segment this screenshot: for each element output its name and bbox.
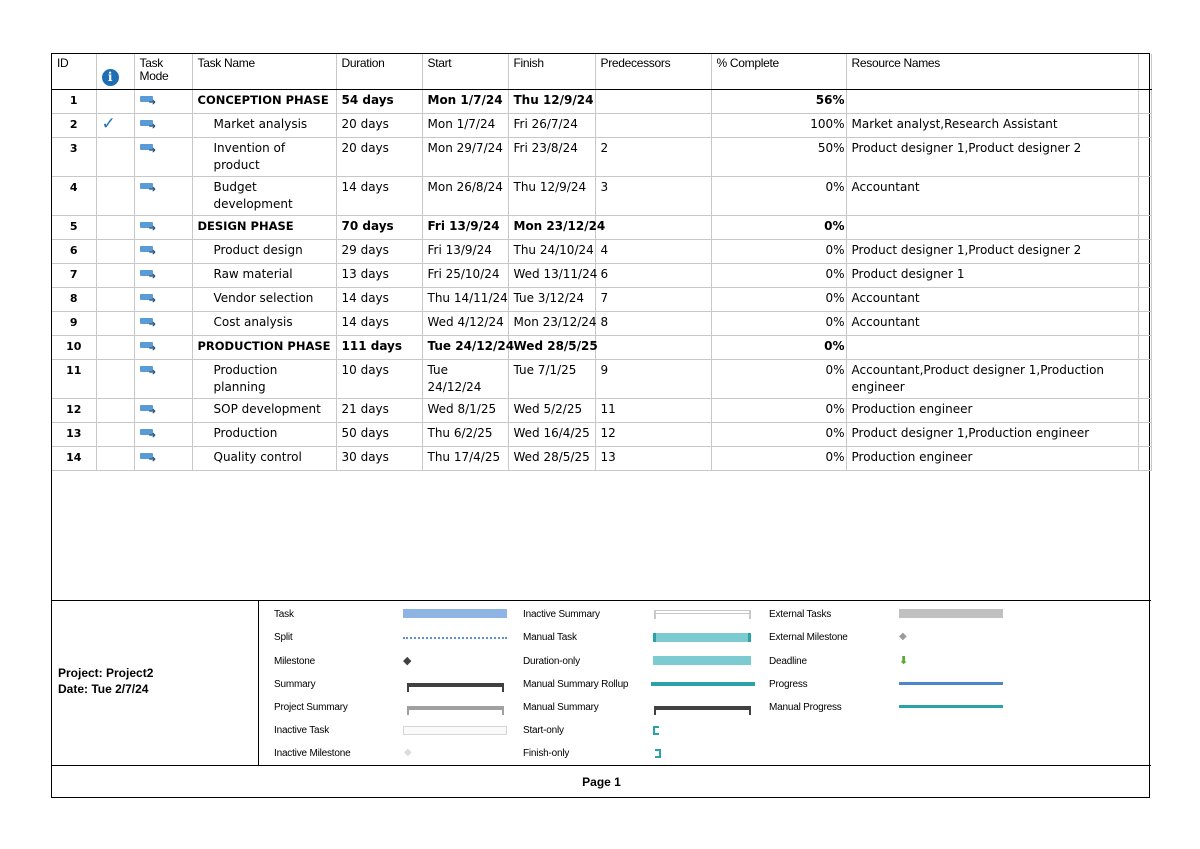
row-task-mode[interactable] <box>134 422 192 446</box>
legend-label-summary: Summary <box>274 679 316 690</box>
header-complete[interactable]: % Complete <box>711 54 846 89</box>
row-percent-complete[interactable]: 100% <box>711 113 846 137</box>
row-task-name[interactable]: Invention of product <box>192 137 336 176</box>
row-resource-names[interactable]: Accountant <box>846 311 1138 335</box>
row-duration[interactable]: 13 days <box>336 263 422 287</box>
row-resource-names[interactable]: Accountant <box>846 287 1138 311</box>
auto-schedule-icon: ➜ <box>140 118 156 130</box>
row-indicator[interactable] <box>96 239 134 263</box>
legend-task-bar <box>403 609 507 618</box>
table-row[interactable] <box>52 335 1151 359</box>
header-task-mode[interactable]: Task Mode <box>134 54 192 89</box>
row-id[interactable]: 5 <box>52 215 96 239</box>
auto-schedule-icon: ➜ <box>140 142 156 154</box>
row-task-name[interactable]: Production <box>192 422 336 446</box>
row-indicator[interactable] <box>96 446 134 470</box>
row-finish[interactable]: Thu 24/10/24 <box>508 239 595 263</box>
row-task-mode[interactable] <box>134 398 192 422</box>
row-spacer <box>1138 89 1151 113</box>
auto-schedule-icon: ➜ <box>140 94 156 106</box>
header-start[interactable]: Start <box>422 54 508 89</box>
row-percent-complete[interactable]: 50% <box>711 137 846 176</box>
row-percent-complete[interactable]: 0% <box>711 335 846 359</box>
table-row[interactable] <box>52 422 1151 446</box>
table-row[interactable] <box>52 137 1151 176</box>
row-start[interactable]: Wed 8/1/25 <box>422 398 508 422</box>
row-task-name[interactable]: Market analysis <box>192 113 336 137</box>
row-task-name[interactable]: Cost analysis <box>192 311 336 335</box>
project-date: Date: Tue 2/7/24 <box>58 682 149 696</box>
row-duration[interactable]: 30 days <box>336 446 422 470</box>
row-task-mode[interactable] <box>134 89 192 113</box>
header-task-name[interactable]: Task Name <box>192 54 336 89</box>
table-row[interactable] <box>52 311 1151 335</box>
row-id[interactable]: 7 <box>52 263 96 287</box>
row-finish[interactable]: Wed 28/5/25 <box>508 335 595 359</box>
page-footer <box>52 767 1151 798</box>
row-spacer <box>1138 335 1151 359</box>
row-spacer <box>1138 287 1151 311</box>
row-id[interactable]: 4 <box>52 176 96 215</box>
row-duration[interactable]: 14 days <box>336 287 422 311</box>
row-resource-names[interactable]: Production engineer <box>846 446 1138 470</box>
row-predecessors[interactable]: 4 <box>595 239 711 263</box>
legend-deadline-arrow-icon: ⬇ <box>899 654 909 667</box>
legend-label-project-summary: Project Summary <box>274 702 348 713</box>
row-start[interactable]: Fri 13/9/24 <box>422 239 508 263</box>
row-indicator[interactable] <box>96 287 134 311</box>
row-predecessors[interactable] <box>595 215 711 239</box>
row-indicator[interactable] <box>96 113 134 137</box>
row-id[interactable]: 10 <box>52 335 96 359</box>
legend-label-progress: Progress <box>769 679 808 690</box>
row-finish[interactable]: Wed 28/5/25 <box>508 446 595 470</box>
row-start[interactable]: Fri 25/10/24 <box>422 263 508 287</box>
row-task-mode[interactable] <box>134 137 192 176</box>
row-spacer <box>1138 263 1151 287</box>
row-indicator[interactable] <box>96 215 134 239</box>
row-resource-names[interactable]: Product designer 1,Production engineer <box>846 422 1138 446</box>
row-predecessors[interactable]: 13 <box>595 446 711 470</box>
auto-schedule-icon: ➜ <box>140 244 156 256</box>
legend-label-split: Split <box>274 632 293 643</box>
legend-manual-summary-cap-left <box>654 706 656 715</box>
auto-schedule-icon: ➜ <box>140 316 156 328</box>
row-indicator[interactable] <box>96 137 134 176</box>
legend-label-inactive-summary: Inactive Summary <box>523 609 600 620</box>
row-finish[interactable]: Thu 12/9/24 <box>508 89 595 113</box>
auto-schedule-icon: ➜ <box>140 403 156 415</box>
header-spacer <box>1138 54 1151 89</box>
row-resource-names[interactable]: Production engineer <box>846 398 1138 422</box>
row-task-name[interactable]: Production planning <box>192 359 336 398</box>
row-start[interactable]: Thu 6/2/25 <box>422 422 508 446</box>
legend-manual-summary-bar <box>655 706 751 710</box>
legend-label-finish-only: Finish-only <box>523 748 570 759</box>
legend-project-summary-cap-right <box>502 706 504 715</box>
row-id[interactable]: 6 <box>52 239 96 263</box>
row-predecessors[interactable]: 9 <box>595 359 711 398</box>
legend-summary-cap-right <box>502 683 504 692</box>
legend-manual-summary-cap-right <box>749 706 751 715</box>
row-spacer <box>1138 137 1151 176</box>
legend-project-summary-cap-left <box>407 706 409 715</box>
legend-duration-only-bar <box>653 656 751 665</box>
legend-label-milestone: Milestone <box>274 656 315 667</box>
row-id[interactable]: 2 <box>52 113 96 137</box>
row-duration[interactable]: 54 days <box>336 89 422 113</box>
row-finish[interactable]: Mon 23/12/24 <box>508 215 595 239</box>
row-spacer <box>1138 239 1151 263</box>
legend-project-info <box>52 601 259 765</box>
row-duration[interactable]: 111 days <box>336 335 422 359</box>
auto-schedule-icon: ➜ <box>140 268 156 280</box>
row-indicator[interactable] <box>96 335 134 359</box>
row-duration[interactable]: 20 days <box>336 137 422 176</box>
table-header-row <box>52 54 1151 89</box>
auto-schedule-icon: ➜ <box>140 220 156 232</box>
legend-start-only-bracket <box>653 726 659 735</box>
header-finish[interactable]: Finish <box>508 54 595 89</box>
legend-label-manual-summary: Manual Summary <box>523 702 599 713</box>
legend-progress-line <box>899 682 1003 685</box>
legend-label-deadline: Deadline <box>769 656 807 667</box>
complete-check-icon: ✓ <box>101 113 116 134</box>
row-indicator[interactable] <box>96 359 134 398</box>
row-task-mode[interactable] <box>134 239 192 263</box>
legend-label-manual-progress: Manual Progress <box>769 702 842 713</box>
legend-manual-task-cap-left <box>653 633 656 642</box>
auto-schedule-icon: ➜ <box>140 451 156 463</box>
row-finish[interactable]: Fri 26/7/24 <box>508 113 595 137</box>
row-task-mode[interactable] <box>134 113 192 137</box>
table-row[interactable] <box>52 359 1151 398</box>
row-spacer <box>1138 176 1151 215</box>
legend-label-manual-task: Manual Task <box>523 632 577 643</box>
row-percent-complete[interactable]: 0% <box>711 287 846 311</box>
legend-inactive-summary-cap-right <box>749 610 751 619</box>
header-duration[interactable]: Duration <box>336 54 422 89</box>
auto-schedule-icon: ➜ <box>140 181 156 193</box>
row-task-name[interactable]: Product design <box>192 239 336 263</box>
row-duration[interactable]: 29 days <box>336 239 422 263</box>
row-spacer <box>1138 422 1151 446</box>
row-percent-complete[interactable]: 56% <box>711 89 846 113</box>
row-finish[interactable]: Wed 5/2/25 <box>508 398 595 422</box>
legend-manual-progress-line <box>899 705 1003 708</box>
row-spacer <box>1138 446 1151 470</box>
legend-external-milestone-diamond: ◆ <box>899 631 907 642</box>
row-duration[interactable]: 10 days <box>336 359 422 398</box>
row-task-mode[interactable] <box>134 176 192 215</box>
legend-label-task: Task <box>274 609 294 620</box>
legend <box>52 600 1151 766</box>
row-indicator[interactable] <box>96 263 134 287</box>
row-duration[interactable]: 70 days <box>336 215 422 239</box>
table-row[interactable] <box>52 113 1151 137</box>
row-id[interactable]: 3 <box>52 137 96 176</box>
row-task-name[interactable]: Budget development <box>192 176 336 215</box>
legend-label-inactive-milestone: Inactive Milestone <box>274 748 351 759</box>
row-finish[interactable]: Mon 23/12/24 <box>508 311 595 335</box>
auto-schedule-icon: ➜ <box>140 427 156 439</box>
row-task-mode[interactable] <box>134 359 192 398</box>
row-task-name[interactable]: CONCEPTION PHASE <box>192 89 336 113</box>
row-spacer <box>1138 398 1151 422</box>
header-predecessors[interactable]: Predecessors <box>595 54 711 89</box>
row-percent-complete[interactable]: 0% <box>711 263 846 287</box>
row-resource-names[interactable]: Market analyst,Research Assistant <box>846 113 1138 137</box>
row-finish[interactable]: Wed 16/4/25 <box>508 422 595 446</box>
legend-inactive-summary-cap-left <box>654 610 656 619</box>
project-name: Project: Project2 <box>58 666 154 680</box>
legend-project-summary-bar <box>408 706 504 710</box>
auto-schedule-icon: ➜ <box>140 292 156 304</box>
row-task-mode[interactable] <box>134 335 192 359</box>
row-finish[interactable]: Thu 12/9/24 <box>508 176 595 215</box>
row-indicator[interactable] <box>96 398 134 422</box>
row-start[interactable]: Thu 17/4/25 <box>422 446 508 470</box>
row-percent-complete[interactable]: 0% <box>711 239 846 263</box>
row-percent-complete[interactable]: 0% <box>711 446 846 470</box>
table-row[interactable] <box>52 446 1151 470</box>
print-page <box>51 53 1150 798</box>
row-percent-complete[interactable]: 0% <box>711 422 846 446</box>
legend-summary-cap-left <box>407 683 409 692</box>
legend-label-start-only: Start-only <box>523 725 564 736</box>
row-finish[interactable]: Tue 3/12/24 <box>508 287 595 311</box>
table-row[interactable] <box>52 215 1151 239</box>
legend-summary-bar <box>408 683 504 687</box>
auto-schedule-icon: ➜ <box>140 340 156 352</box>
row-finish[interactable]: Wed 13/11/24 <box>508 263 595 287</box>
row-predecessors[interactable] <box>595 89 711 113</box>
task-body <box>52 89 1151 470</box>
row-duration[interactable]: 21 days <box>336 398 422 422</box>
legend-split-line <box>403 637 507 639</box>
info-icon: i <box>102 69 119 86</box>
row-predecessors[interactable]: 8 <box>595 311 711 335</box>
row-indicator[interactable] <box>96 89 134 113</box>
row-start[interactable]: Mon 26/8/24 <box>422 176 508 215</box>
row-predecessors[interactable]: 2 <box>595 137 711 176</box>
row-duration[interactable]: 14 days <box>336 176 422 215</box>
row-predecessors[interactable]: 11 <box>595 398 711 422</box>
legend-manual-task-bar <box>654 633 751 642</box>
row-id[interactable]: 14 <box>52 446 96 470</box>
row-task-mode[interactable] <box>134 446 192 470</box>
legend-finish-only-bracket <box>655 749 661 758</box>
auto-schedule-icon: ➜ <box>140 364 156 376</box>
row-percent-complete[interactable]: 0% <box>711 359 846 398</box>
row-finish[interactable]: Tue 7/1/25 <box>508 359 595 398</box>
legend-label-duration-only: Duration-only <box>523 656 580 667</box>
row-task-name[interactable]: Quality control <box>192 446 336 470</box>
row-start[interactable]: Fri 13/9/24 <box>422 215 508 239</box>
row-percent-complete[interactable]: 0% <box>711 215 846 239</box>
row-duration[interactable]: 50 days <box>336 422 422 446</box>
row-task-mode[interactable] <box>134 263 192 287</box>
row-task-name[interactable]: Raw material <box>192 263 336 287</box>
row-id[interactable]: 9 <box>52 311 96 335</box>
row-start[interactable]: Mon 29/7/24 <box>422 137 508 176</box>
row-spacer <box>1138 215 1151 239</box>
row-percent-complete[interactable]: 0% <box>711 176 846 215</box>
legend-inactive-task-bar <box>403 726 507 735</box>
legend-inactive-milestone-diamond: ◆ <box>404 747 412 758</box>
row-predecessors[interactable]: 6 <box>595 263 711 287</box>
row-resource-names[interactable] <box>846 215 1138 239</box>
row-start[interactable]: Mon 1/7/24 <box>422 89 508 113</box>
row-task-name[interactable]: PRODUCTION PHASE <box>192 335 336 359</box>
row-id[interactable]: 11 <box>52 359 96 398</box>
row-duration[interactable]: 14 days <box>336 311 422 335</box>
row-finish[interactable]: Fri 23/8/24 <box>508 137 595 176</box>
row-indicator[interactable] <box>96 422 134 446</box>
row-percent-complete[interactable]: 0% <box>711 311 846 335</box>
row-duration[interactable]: 20 days <box>336 113 422 137</box>
legend-manual-task-cap-right <box>748 633 751 642</box>
legend-label-external-tasks: External Tasks <box>769 609 832 620</box>
row-resource-names[interactable]: Product designer 1,Product designer 2 <box>846 137 1138 176</box>
table-row[interactable] <box>52 263 1151 287</box>
legend-external-tasks-bar <box>899 609 1003 618</box>
row-resource-names[interactable] <box>846 335 1138 359</box>
row-id[interactable]: 8 <box>52 287 96 311</box>
task-table <box>52 54 1152 471</box>
row-task-name[interactable]: SOP development <box>192 398 336 422</box>
table-row[interactable] <box>52 176 1151 215</box>
table-row[interactable] <box>52 398 1151 422</box>
table-row[interactable] <box>52 89 1151 113</box>
legend-inactive-summary-bar <box>655 610 751 614</box>
page-number: Page 1 <box>582 775 621 789</box>
header-resource-names[interactable]: Resource Names <box>846 54 1138 89</box>
legend-label-inactive-task: Inactive Task <box>274 725 330 736</box>
row-resource-names[interactable]: Accountant,Product designer 1,Production engineer <box>846 359 1138 398</box>
legend-label-external-milestone: External Milestone <box>769 632 848 643</box>
row-start[interactable]: Thu 14/11/24 <box>422 287 508 311</box>
row-id[interactable]: 12 <box>52 398 96 422</box>
row-indicator[interactable] <box>96 176 134 215</box>
row-spacer <box>1138 359 1151 398</box>
header-id[interactable]: ID <box>52 54 96 89</box>
row-task-mode[interactable] <box>134 215 192 239</box>
row-task-mode[interactable] <box>134 311 192 335</box>
table-row[interactable] <box>52 287 1151 311</box>
row-start[interactable]: Tue 24/12/24 <box>422 359 508 398</box>
row-predecessors[interactable] <box>595 335 711 359</box>
row-spacer <box>1138 311 1151 335</box>
legend-label-manual-summary-rollup: Manual Summary Rollup <box>523 679 629 690</box>
row-start[interactable]: Tue 24/12/24 <box>422 335 508 359</box>
row-predecessors[interactable]: 7 <box>595 287 711 311</box>
legend-milestone-diamond: ◆ <box>403 654 412 667</box>
row-resource-names[interactable]: Product designer 1,Product designer 2 <box>846 239 1138 263</box>
row-id[interactable]: 13 <box>52 422 96 446</box>
row-start[interactable]: Mon 1/7/24 <box>422 113 508 137</box>
row-resource-names[interactable]: Product designer 1 <box>846 263 1138 287</box>
row-task-mode[interactable] <box>134 287 192 311</box>
row-task-name[interactable]: DESIGN PHASE <box>192 215 336 239</box>
row-resource-names[interactable]: Accountant <box>846 176 1138 215</box>
row-start[interactable]: Wed 4/12/24 <box>422 311 508 335</box>
row-percent-complete[interactable]: 0% <box>711 398 846 422</box>
row-predecessors[interactable]: 12 <box>595 422 711 446</box>
row-spacer <box>1138 113 1151 137</box>
row-predecessors[interactable]: 3 <box>595 176 711 215</box>
legend-manual-summary-rollup-bar <box>651 682 755 686</box>
header-info[interactable] <box>96 54 134 89</box>
row-task-name[interactable]: Vendor selection <box>192 287 336 311</box>
row-predecessors[interactable] <box>595 113 711 137</box>
table-row[interactable] <box>52 239 1151 263</box>
row-resource-names[interactable] <box>846 89 1138 113</box>
row-indicator[interactable] <box>96 311 134 335</box>
row-id[interactable]: 1 <box>52 89 96 113</box>
